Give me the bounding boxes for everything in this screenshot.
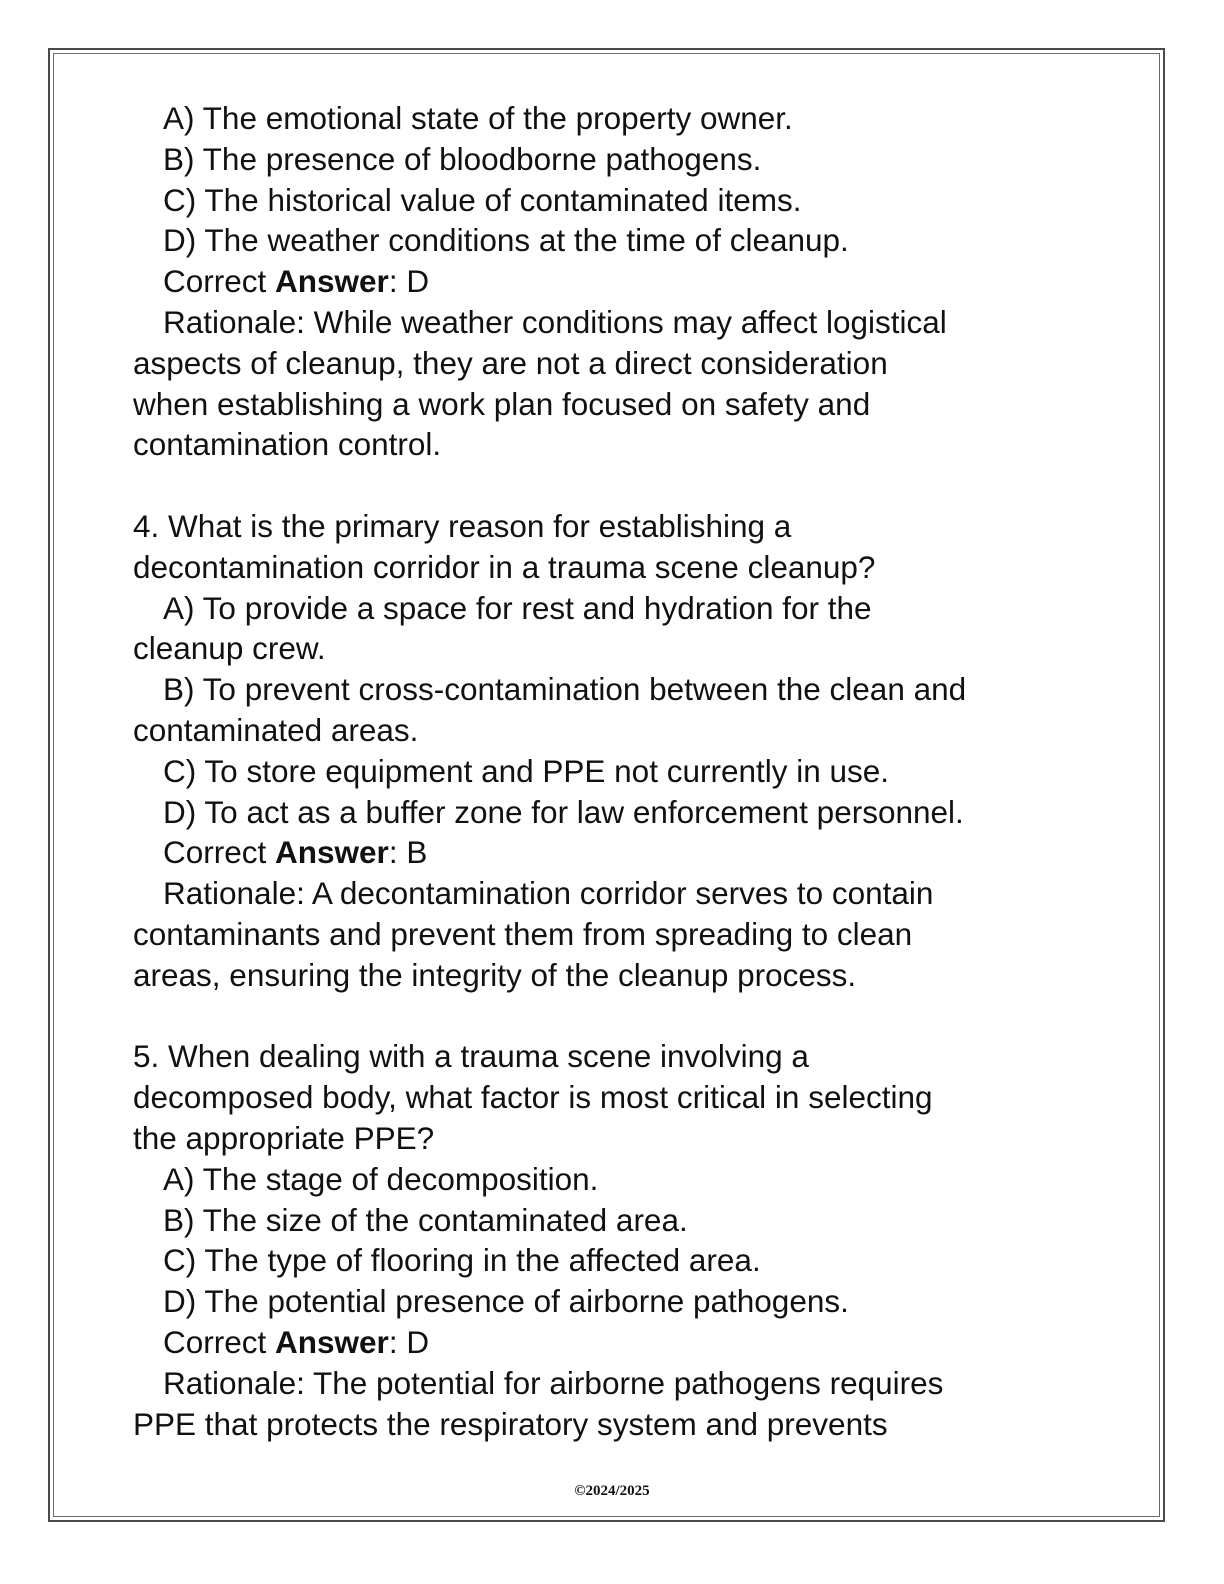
q5-option-a: A) The stage of decomposition. — [163, 1160, 599, 1197]
question-5-block — [133, 1036, 1093, 1444]
q5-answer-letter: : D — [388, 1323, 430, 1360]
q5-rationale-line-2: PPE that protects the respiratory system and prevents — [133, 1405, 888, 1442]
q5-option-b: B) The size of the contaminated area. — [163, 1201, 688, 1238]
q4-option-d: D) To act as a buffer zone for law enforcement personnel. — [163, 793, 964, 830]
q3-rationale-line-3: when establishing a work plan focused on safety and — [133, 385, 871, 422]
q4-answer-letter: : B — [388, 834, 428, 871]
q4-question-line-2: decontamination corridor in a trauma scene cleanup? — [133, 548, 876, 585]
spacer — [133, 465, 1093, 506]
q4-rationale-line-2: contaminants and prevent them from spreading to clean — [133, 915, 913, 952]
document-body — [133, 98, 1093, 1444]
q4-question-line-1: 4. What is the primary reason for establishing a — [133, 507, 792, 544]
q5-question-line-1: 5. When dealing with a trauma scene involving a — [133, 1038, 809, 1075]
q5-correct-prefix: Correct — [163, 1323, 276, 1360]
q3-rationale-line-4: contamination control. — [133, 426, 442, 463]
q3-correct-prefix: Correct — [163, 263, 276, 300]
spacer — [133, 996, 1093, 1037]
copyright-footer: ©2024/2025 — [574, 1483, 650, 1499]
q5-option-c: C) The type of flooring in the affected area. — [163, 1242, 761, 1279]
q3-option-c: C) The historical value of contaminated items. — [163, 181, 802, 218]
q3-option-d: D) The weather conditions at the time of cleanup. — [163, 222, 849, 259]
question-4-block — [133, 506, 1093, 996]
q4-option-b-line-2: contaminated areas. — [133, 711, 419, 748]
q3-option-a: A) The emotional state of the property owner. — [163, 100, 793, 136]
q4-correct-answer — [133, 832, 1093, 873]
q5-question-line-3: the appropriate PPE? — [133, 1119, 435, 1156]
q4-correct-prefix: Correct — [163, 834, 276, 871]
question-3-block — [133, 98, 1093, 465]
q4-option-a-line-2: cleanup crew. — [133, 630, 326, 667]
q4-answer-word: Answer — [275, 834, 389, 871]
q4-option-c: C) To store equipment and PPE not currently in use. — [163, 752, 890, 789]
q4-rationale-line-3: areas, ensuring the integrity of the cleanup process. — [133, 956, 857, 993]
q5-answer-word: Answer — [275, 1323, 389, 1360]
q5-option-d: D) The potential presence of airborne pathogens. — [163, 1283, 849, 1320]
q3-answer-word: Answer — [275, 263, 389, 300]
q3-option-b: B) The presence of bloodborne pathogens. — [163, 140, 762, 177]
q5-question-line-2: decomposed body, what factor is most critical in selecting — [133, 1079, 933, 1116]
q3-rationale-line-2: aspects of cleanup, they are not a direct consideration — [133, 344, 888, 381]
q5-correct-answer — [133, 1322, 1093, 1363]
q4-option-a-line-1: A) To provide a space for rest and hydration for the — [163, 589, 872, 626]
q3-correct-answer — [133, 261, 1093, 302]
q4-option-b-line-1: B) To prevent cross-contamination between the clean and — [163, 671, 967, 708]
q5-rationale-line-1: Rationale: The potential for airborne pathogens requires — [163, 1364, 944, 1401]
q4-rationale-line-1: Rationale: A decontamination corridor serves to contain — [163, 875, 934, 912]
q3-rationale-line-1: Rationale: While weather conditions may affect logistical — [163, 303, 947, 340]
q3-answer-letter: : D — [388, 263, 430, 300]
